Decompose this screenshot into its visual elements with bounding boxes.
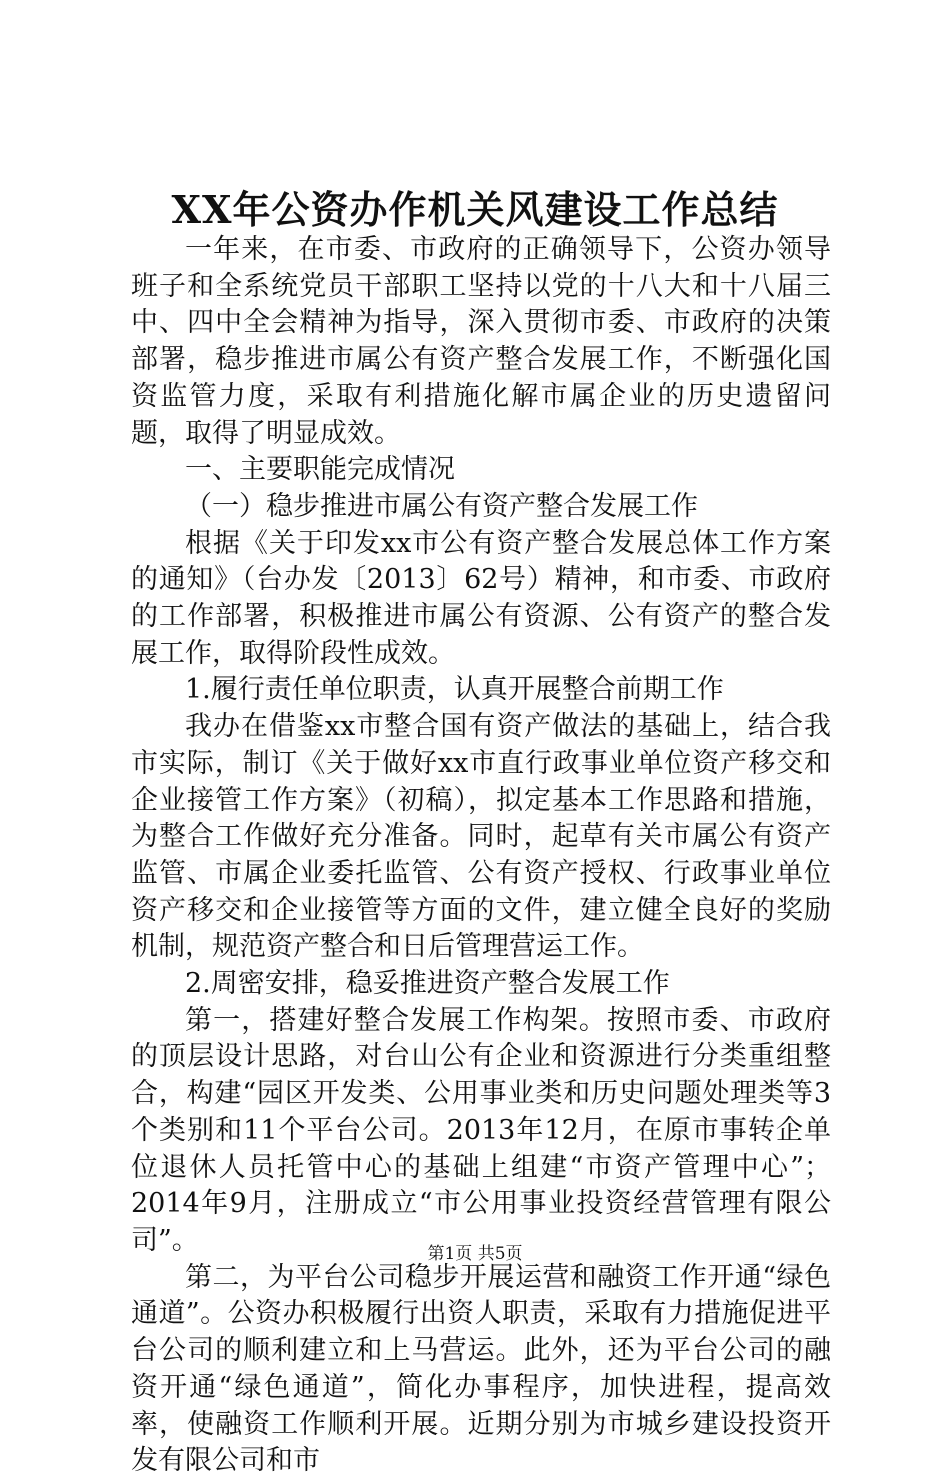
paragraph-basis: 根据《关于印发xx市公有资产整合发展总体工作方案的通知》（台办发〔2013〕62号）精神，和市委、市政府的工作部署，积极推进市属公有资源、公有资产的整合发展工作，取得阶段性成效。: [131, 527, 831, 669]
paragraph-preparation: 我办在借鉴xx市整合国有资产做法的基础上，结合我市实际，制订《关于做好xx市直行政事业单位资产移交和企业接管工作方案》（初稿），拟定基本工作思路和措施，为整合工作做好充分准备。同时，起草有关市属公有资产监管、市属企业委托监管、公有资产授权、行政事业单位资产移交和企业接管等方面的文件，建立健全良好的奖励机制，规范资产整合和日后管理营运工作。: [131, 711, 831, 963]
page-footer: 第1页 共5页: [427, 1244, 523, 1264]
subsection-heading-1: （一）稳步推进市属公有资产整合发展工作: [185, 490, 698, 522]
paragraph-first: 第一，搭建好整合发展工作构架。按照市委、市政府的顶层设计思路，对台山公有企业和资源进行分类重组整合，构建“园区开发类、公用事业类和历史问题处理类等3个类别和11个平台公司。2013年12月，在原市事转企单位退休人员托管中心的基础上组建“市资产管理中心”；2014年9月，注册成立“市公用事业投资经营管理有限公司”。: [131, 1004, 831, 1256]
section-heading-1: 一、主要职能完成情况: [185, 454, 455, 486]
document-title: XX年公资办作机关风建设工作总结: [171, 187, 779, 232]
item-heading-2: 2.周密安排，稳妥推进资产整合发展工作: [185, 968, 670, 1000]
item-heading-1: 1.履行责任单位职责，认真开展整合前期工作: [185, 674, 724, 706]
paragraph-second: 第二，为平台公司稳步开展运营和融资工作开通“绿色通道”。公资办积极履行出资人职责，采取有力措施促进平台公司的顺利建立和上马营运。此外，还为平台公司的融资开通“绿色通道”，简化办事程序，加快进程，提高效率，使融资工作顺利开展。近期分别为市城乡建设投资开发有限公司和市: [131, 1261, 831, 1477]
document-body: [131, 232, 831, 1480]
paragraph-intro: 一年来，在市委、市政府的正确领导下，公资办领导班子和全系统党员干部职工坚持以党的十八大和十八届三中、四中全会精神为指导，深入贯彻市委、市政府的决策部署，稳步推进市属公有资产整合发展工作，不断强化国资监管力度，采取有利措施化解市属企业的历史遗留问题，取得了明显成效。: [131, 234, 831, 449]
